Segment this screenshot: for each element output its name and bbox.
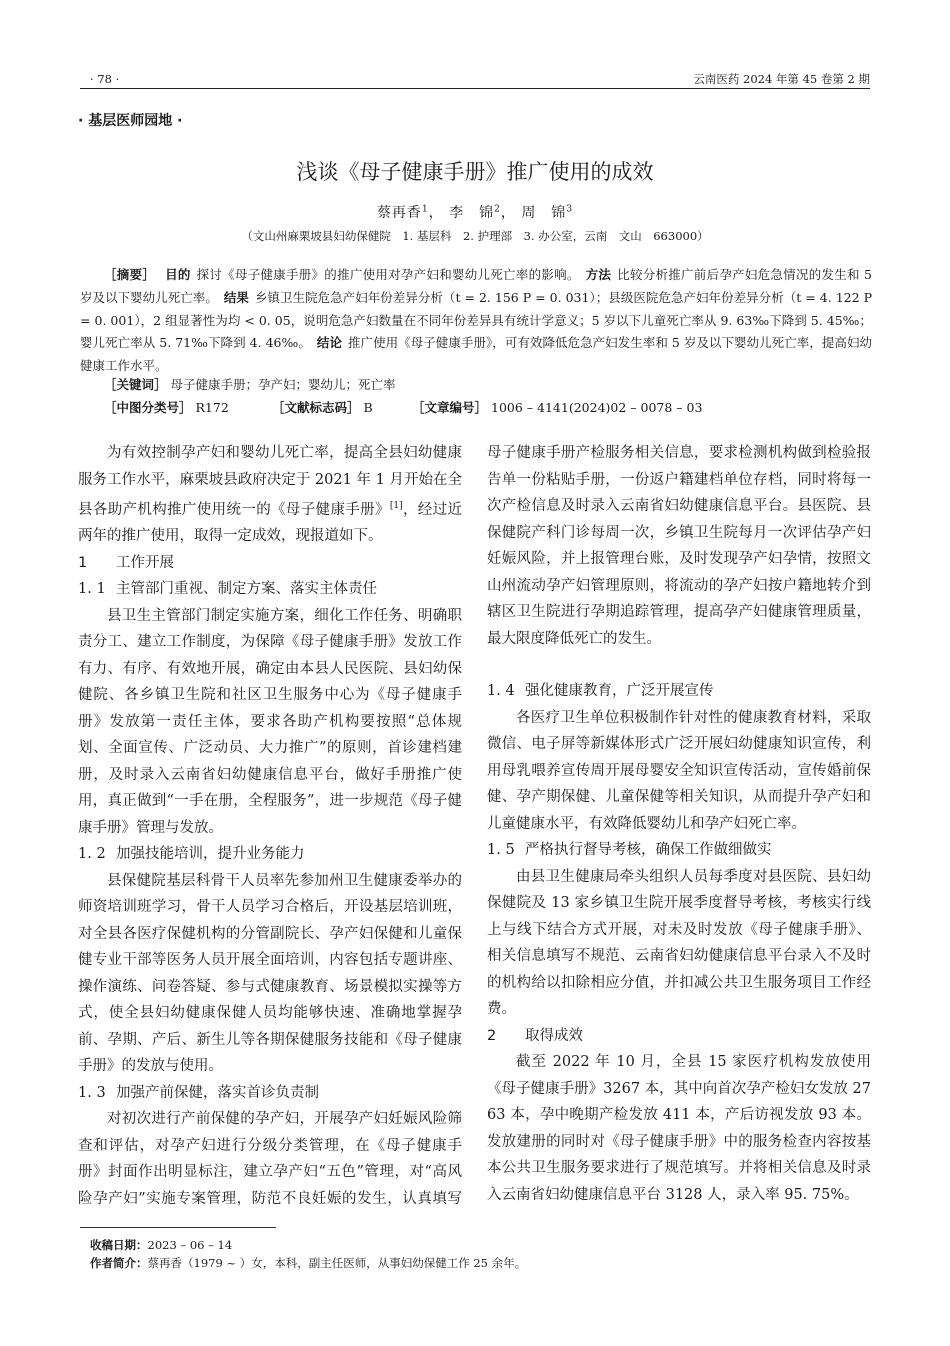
- section-1-heading: 1 工作开展: [78, 554, 174, 571]
- article-number-label: ［文章编号］: [412, 400, 488, 415]
- keywords: [104, 375, 396, 393]
- section-1-5-heading: 1. 5 严格执行督导考核，确保工作做细做实: [487, 842, 772, 858]
- section-1-1-text: 县卫生主管部门制定实施方案，细化工作任务、明确职责分工、建立工作制度，为保障《母子健康手册》发放工作有力、有序、有效地开展，确定由本县人民医院、县妇幼保健院、各乡镇卫生院和社区卫生服务中心为《母子健康手册》发放第一责任主体，要求各助产机构要按照“总体规划、全面宣传、广泛动员、大力推广”的原则，首诊建档建册，及时录入云南省妇幼健康信息平台，做好手册推广使用，真正做到“一手在册，全程服务”，进一步规范《母子健康手册》管理与发放。: [78, 607, 462, 836]
- keywords-label: ［关键词］: [104, 377, 167, 392]
- footnotes: [90, 1236, 526, 1272]
- doc-code-value: B: [363, 400, 373, 415]
- author-bio: 作者简介：蔡再香（1979 ~ ）女，本科，副主任医师，从事妇幼保健工作 25 余年。: [90, 1256, 527, 1270]
- intro-paragraph: 为有效控制孕产妇和婴幼儿死亡率，提高全县妇幼健康服务工作水平，麻栗坡县政府决定于 2021 年 1 月开始在全县各助产机构推广使用统一的《母子健康手册》[1]，经过近两年的推广使用，取得一定成效，现报道如下。: [78, 445, 463, 545]
- doc-code-label: ［文献标志码］: [272, 400, 360, 415]
- section-1-2-heading: 1. 2 加强技能培训，提升业务能力: [78, 846, 305, 863]
- author-separator: ，: [500, 205, 516, 221]
- author-affiliation-mark: 1: [421, 204, 429, 215]
- section-2-text: 截至 2022 年 10 月，全县 15 家医疗机构发放使用《母子健康手册》3267 本，其中向首次孕产检妇女发放 2763 本，孕中晚期产检发放 411 本，产后访视发放 93 本。发放建册的同时对《母子健康手册》中的服务检查内容按基本公共卫生服务要求进行了规范填写。并将相关信息及时录入云南省妇幼健康信息平台 3128 人，录入率 95. 75%。: [487, 1054, 871, 1203]
- article-number-value: 1006 – 4141(2024)02 – 0078 – 03: [491, 400, 703, 415]
- section-1-3-text-continued: 母子健康手册产检服务相关信息，要求检测机构做到检验报告单一份粘贴手册，一份返户籍建档单位存档，同时将每一次产检信息及时录入云南省妇幼健康信息平台。县医院、县保健院产科门诊每周一次，乡镇卫生院每月一次评估孕产妇妊娠风险，并上报管理台账，及时发现孕产妇孕情，按照文山州流动孕产妇管理原则，将流动的孕产妇按户籍地转介到辖区卫生院进行孕期追踪管理，提高孕产妇健康管理质量，最大限度降低死亡的发生。: [487, 445, 871, 647]
- section-1-4-heading: 1. 4 强化健康教育，广泛开展宣传: [487, 683, 714, 699]
- journal-issue: 云南医药 2024 年第 45 卷第 2 期: [693, 72, 870, 86]
- body-left-column: [78, 440, 462, 1212]
- conclusion-label: 结论: [316, 335, 342, 351]
- author-name: 李 锦: [449, 205, 495, 221]
- body-right-column: [487, 440, 871, 1208]
- section-1-5-text: 由县卫生健康局牵头组织人员每季度对县医院、县妇幼保健院及 13 家乡镇卫生院开展季度督导考核，考核实行线上与线下结合方式开展，对未及时发放《母子健康手册》、相关信息填写不规范、云南省妇幼健康信息平台录入不及时的机构给以扣除相应分值，并扣减公共卫生服务项目工作经费。: [487, 868, 871, 1017]
- result-label: 结果: [223, 289, 249, 305]
- column-name: · 基层医师园地 ·: [78, 113, 183, 129]
- section-1-4-text: 各医疗卫生单位积极制作针对性的健康教育材料，采取微信、电子屏等新媒体形式广泛开展妇幼健康知识宣传，利用母乳喂养宣传周开展母婴安全知识宣传活动，宣传婚前保健、孕产期保健、儿童保健等相关知识，从而提升孕产妇和儿童健康水平，有效降低婴幼儿和孕产妇死亡率。: [487, 709, 871, 832]
- clc-value: R172: [195, 400, 229, 415]
- abstract-label: ［摘要］: [104, 267, 156, 282]
- keywords-value: 母子健康手册；孕产妇；婴幼儿；死亡率: [170, 377, 396, 392]
- purpose-label: 目的: [165, 267, 191, 282]
- section-1-3-heading: 1. 3 加强产前保健，落实首诊负责制: [78, 1084, 319, 1101]
- author-affiliation-mark: 2: [494, 204, 501, 215]
- article-title: 浅谈《母子健康手册》推广使用的成效: [296, 160, 654, 184]
- method-label: 方法: [585, 267, 612, 282]
- section-1-3-text: 对初次进行产前保健的孕产妇，开展孕产妇妊娠风险筛查和评估，对孕产妇进行分级分类管理，在《母子健康手册》封面作出明显标注，建立孕产妇“五色”管理，对“高风险孕产妇”实施专案管理，防范不良妊娠的发生，认真填写: [78, 1111, 462, 1207]
- author-separator: ，: [428, 205, 444, 221]
- section-2-heading: 2 取得成效: [487, 1027, 583, 1044]
- abstract: [80, 264, 872, 378]
- author-list: [0, 202, 950, 222]
- section-1-2-text: 县保健院基层科骨干人员率先参加州卫生健康委举办的师资培训班学习，骨干人员学习合格后，开设基层培训班，对全县各医疗保健机构的分管副院长、孕产妇保健和儿童保健专业干部等医务人员开展全面培训，内容包括专题讲座、操作演练、问卷答疑、参与式健康教育、场景模拟实操等方式，使全县妇幼健康保健人员均能够快速、准确地掌握孕前、孕期、产后、新生儿等各期保健服务技能和《母子健康手册》的发放与使用。: [78, 872, 462, 1075]
- purpose-text: 探讨《母子健康手册》的推广使用对孕产妇和婴幼儿死亡率的影响。: [196, 267, 580, 282]
- header-rule: [80, 88, 870, 89]
- reference-mark: [1]: [389, 501, 403, 511]
- author-name: 周 锦: [521, 205, 567, 221]
- method-text: 比较分析推广前后孕产妇危急情况的发生和 5 岁及以下婴幼儿死亡率。: [80, 267, 872, 305]
- clc-label: ［中图分类号］: [104, 400, 192, 415]
- affiliation: （文山州麻栗坡县妇幼保健院 1. 基层科 2. 护理部 3. 办公室，云南 文山 663000）: [241, 229, 709, 243]
- author-name: 蔡再香: [376, 205, 422, 221]
- section-1-1-heading: 1. 1 主管部门重视、制定方案、落实主体责任: [78, 581, 377, 598]
- result-text: 乡镇卫生院危急产妇年份差异分析（t = 2. 156 P = 0. 031）；县级医院危急产妇年份差异分析（t = 4. 122 P = 0. 001），2 组显著性为均 < 0. 05，说明危急产妇数量在不同年份差异具有统计学意义；5 岁以下儿童死亡率从 9. 63‰下降到 5. 45‰；婴儿死亡率从 5. 71‰下降到 4. 46‰。: [80, 289, 872, 351]
- received-date: 收稿日期：2023 – 06 – 14: [90, 1238, 233, 1252]
- classification-line: [104, 398, 702, 416]
- footnote-rule: [80, 1227, 276, 1228]
- page-number: · 78 ·: [90, 72, 120, 86]
- author-affiliation-mark: 3: [566, 204, 574, 215]
- conclusion-text: 推广使用《母子健康手册》，可有效降低危急产妇发生率和 5 岁及以下婴幼儿死亡率，提高妇幼健康工作水平。: [80, 335, 872, 374]
